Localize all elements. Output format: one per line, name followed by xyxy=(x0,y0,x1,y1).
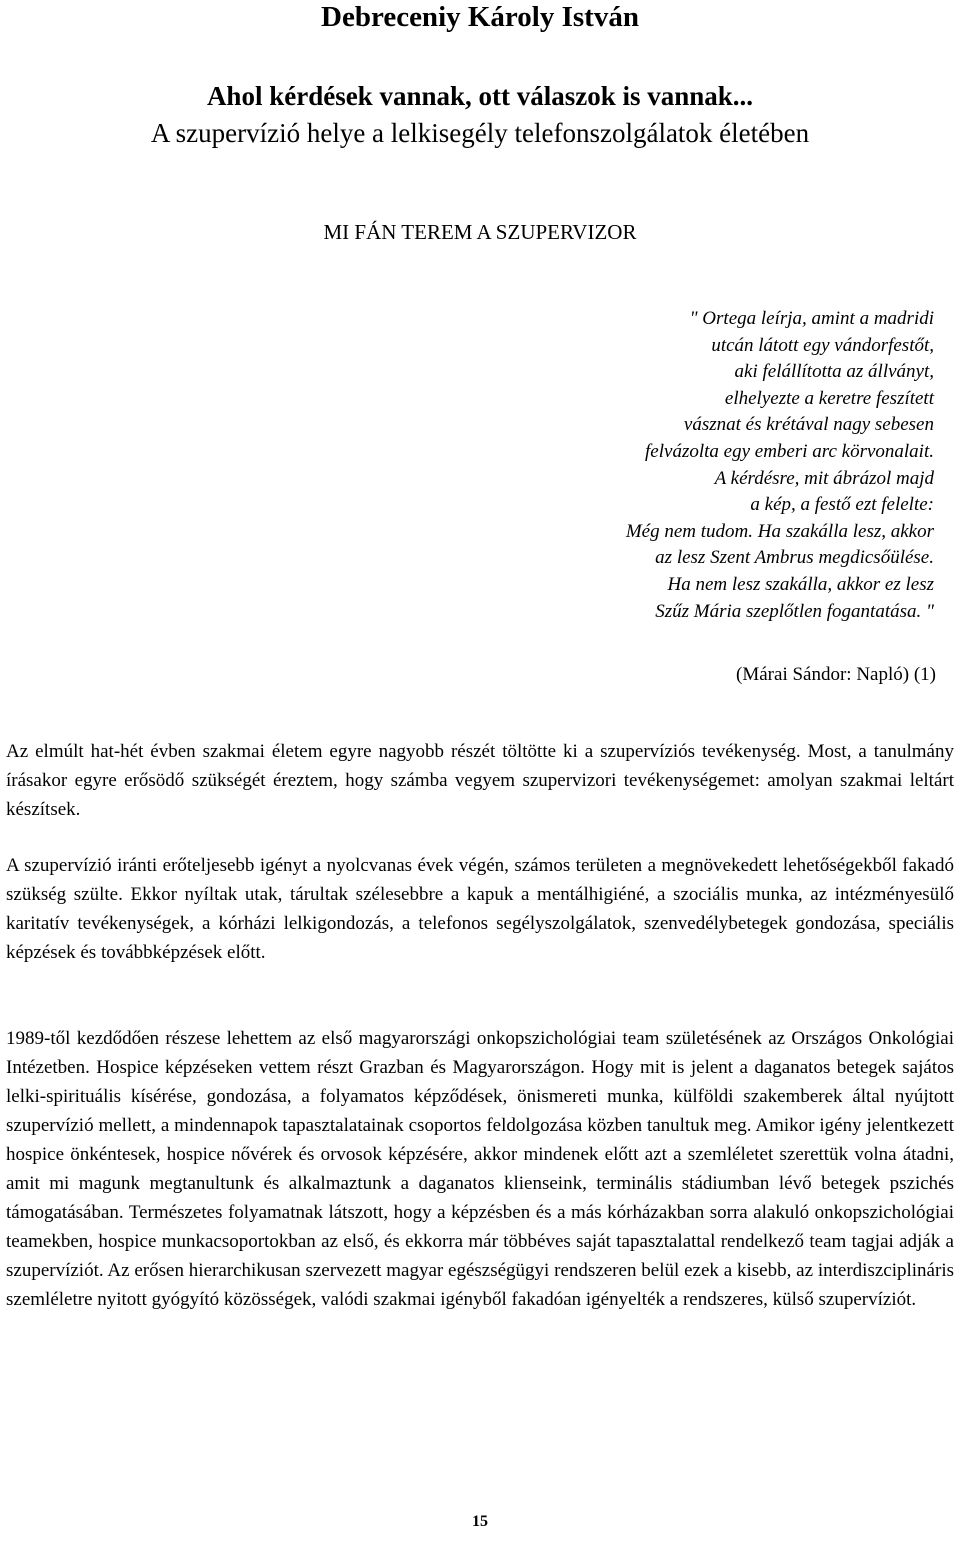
motto-line: felvázolta egy emberi arc körvonalait. xyxy=(645,440,934,462)
motto-line: elhelyezte a keretre feszített xyxy=(724,387,934,409)
section-heading: MI FÁN TEREM A SZUPERVIZOR xyxy=(323,220,637,244)
motto-line: " Ortega leírja, amint a madridi xyxy=(689,308,934,329)
motto-line: A kérdésre, mit ábrázol majd xyxy=(714,467,934,489)
body-paragraph: A szupervízió iránti erőteljesebb igényt a nyolcvanas évek végén, számos területen a megnövekedett lehetőségekből fakadó szükség szülte. Ekkor nyíltak utak, tárultak szélesebbre a kapuk a mentálhigiéné, a szociális munka, az intézményesülő karitatív tevékenységek, a kórházi lelkigondozás, a telefonos segélyszolgálatok, szenvedélybetegek gondozása, speciális képzések és továbbképzések előtt. xyxy=(6,855,954,963)
motto-source: (Márai Sándor: Napló) (1) xyxy=(736,664,936,685)
motto-line: aki felállította az állványt, xyxy=(734,361,934,383)
motto-line: a kép, a festő ezt felelte: xyxy=(750,494,934,516)
motto-line: utcán látott egy vándorfestőt, xyxy=(711,334,934,356)
motto-line: Ha nem lesz szakálla, akkor ez lesz xyxy=(667,573,934,595)
motto-quote xyxy=(514,306,934,625)
body-paragraph: 1989-től kezdődően részese lehettem az első magyarországi onkopszichológiai team születésének az Országos Onkológiai Intézetben. Hospice képzéseken vettem részt Grazban és Magyarországon. Hogy mit is jelent a daganatos betegek sajátos lelki-spirituális kísérése, gondozása, a folyamatos képződések, önismereti munka, külföldi szakemberek által nyújtott szupervízió mellett, a mindennapok tapasztalatainak csoportos feldolgozása közben tanultuk meg. Amikor igény jelentkezett hospice önkéntesek, hospice nővérek és orvosok képzésére, akkor mindenek előtt azt a szemléletet szerettük volna átadni, amit mi magunk megtanultunk és alkalmaztunk a daganatos klienseink, terminális stádiumban lévő betegek pszichés támogatásában. Természetes folyamatnak látszott, hogy a képzésben és a más kórházakban sorra alakuló onkopszichológiai teamekben, hospice munkacsoportokban az első, és ekkorra már többéves saját tapasztalattal rendelkező team tagjai adják a szupervíziót. Az erősen hierarchikusan szervezett magyar egészségügyi rendszeren belül ezek a kisebb, az interdiszciplináris szemléletre nyitott gyógyító közösségek, valódi szakmai igényből fakadóan igényelték a rendszeres, külső szupervíziót. xyxy=(6,1028,954,1310)
motto-line: Még nem tudom. Ha szakálla lesz, akkor xyxy=(625,520,934,542)
author-name: Debreceniy Károly István xyxy=(321,1,639,33)
document-subtitle: A szupervízió helye a lelkisegély telefonszolgálatok életében xyxy=(150,118,810,148)
motto-line: az lesz Szent Ambrus megdicsőülése. xyxy=(655,547,934,569)
motto-line: Szűz Mária szeplőtlen fogantatása. " xyxy=(655,600,934,622)
page-number: 15 xyxy=(472,1513,488,1530)
motto-line: vásznat és krétával nagy sebesen xyxy=(683,414,934,436)
body-paragraph: Az elmúlt hat-hét évben szakmai életem egyre nagyobb részét töltötte ki a szupervíziós tevékenység. Most, a tanulmány írásakor egyre erősödő szükségét éreztem, hogy számba vegyem szupervizori tevékenységemet: amolyan szakmai leltárt készítsek. xyxy=(6,741,954,820)
document-title: Ahol kérdések vannak, ott válaszok is vannak... xyxy=(206,81,754,111)
